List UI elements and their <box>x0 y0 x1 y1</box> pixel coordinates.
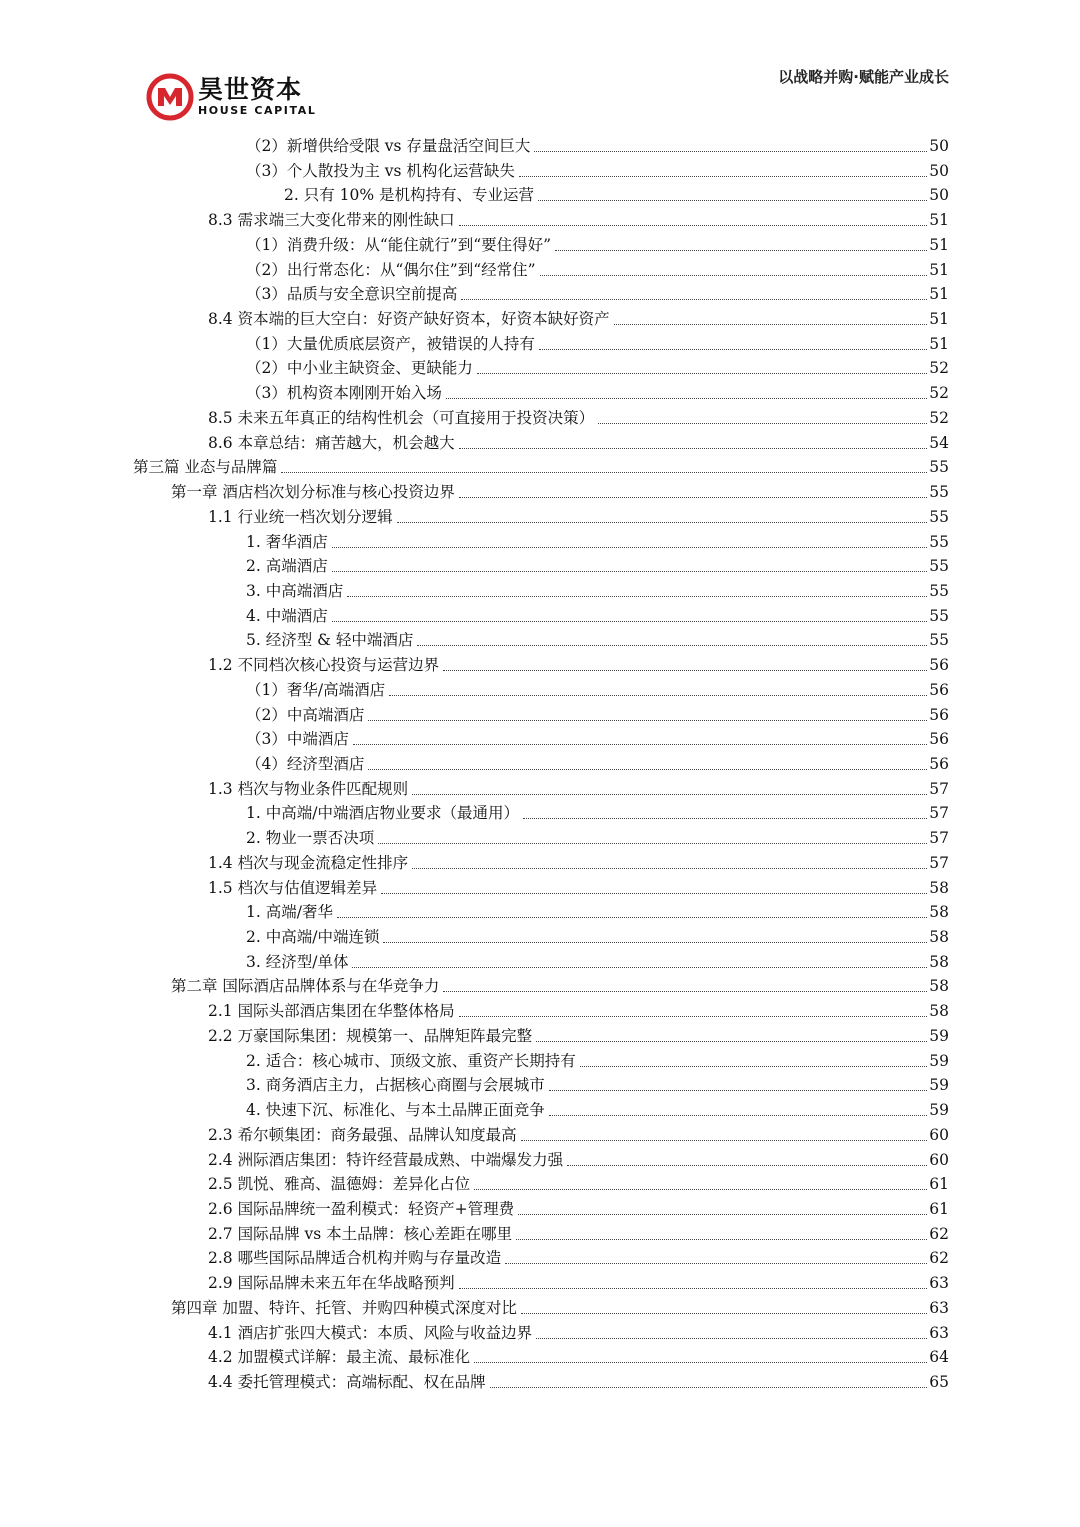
toc-entry[interactable] <box>208 874 949 898</box>
house-capital-logo-icon <box>146 73 194 121</box>
toc-entry-page: 55 <box>929 557 949 576</box>
toc-entry-title: 2. 物业一票否决项 <box>246 829 375 848</box>
toc-entry-title: （3）机构资本刚刚开始入场 <box>246 384 442 403</box>
toc-leader-dots <box>461 299 927 300</box>
toc-entry-page: 65 <box>929 1373 949 1391</box>
toc-entry-page: 55 <box>929 458 949 477</box>
toc-leader-dots <box>443 670 927 671</box>
toc-leader-dots <box>539 349 927 350</box>
toc-entry-title: 2. 适合：核心城市、顶级文旅、重资产长期持有 <box>246 1051 576 1070</box>
toc-entry[interactable] <box>208 503 949 527</box>
toc-entry[interactable] <box>246 602 949 626</box>
toc-entry[interactable] <box>246 923 949 947</box>
toc-leader-dots <box>521 1140 927 1141</box>
toc-leader-dots <box>353 744 927 745</box>
toc-entry-page: 55 <box>929 581 949 600</box>
toc-entry[interactable] <box>246 528 949 552</box>
toc-entry[interactable] <box>246 577 949 601</box>
toc-entry-page: 51 <box>929 310 949 329</box>
toc-entry-page: 52 <box>929 408 949 427</box>
toc-entry[interactable] <box>171 478 949 502</box>
toc-entry-title: （3）个人散投为主 vs 机构化运营缺失 <box>246 161 515 180</box>
toc-leader-dots <box>332 571 927 572</box>
toc-entry-title: 2.5 凯悦、雅高、温德姆：差异化占位 <box>208 1175 471 1194</box>
toc-entry-page: 57 <box>929 853 949 872</box>
toc-entry-title: 3. 商务酒店主力，占据核心商圈与会展城市 <box>246 1076 545 1095</box>
toc-entry-page: 51 <box>929 334 949 353</box>
toc-entry-page: 64 <box>929 1348 949 1367</box>
toc-entry-page: 59 <box>929 1101 949 1120</box>
toc-entry-page: 58 <box>929 928 949 947</box>
toc-leader-dots <box>368 769 927 770</box>
toc-entry[interactable] <box>171 972 949 996</box>
toc-entry-title: 8.4 资本端的巨大空白：好资产缺好资本，好资本缺好资产 <box>208 310 610 329</box>
toc-entry[interactable] <box>171 1294 949 1318</box>
logo-english-name: HOUSE CAPITAL <box>198 104 317 117</box>
toc-entry-title: 1.5 档次与估值逻辑差异 <box>208 878 378 897</box>
toc-entry-title: （1）奢华/高端酒店 <box>246 680 386 699</box>
toc-entry-title: 2.8 哪些国际品牌适合机构并购与存量改造 <box>208 1249 502 1268</box>
toc-entry-page: 63 <box>929 1323 949 1342</box>
toc-entry[interactable] <box>208 775 949 799</box>
toc-entry-title: （1）大量优质底层资产，被错误的人持有 <box>246 334 535 353</box>
toc-entry-page: 55 <box>929 606 949 625</box>
toc-entry-page: 51 <box>929 211 949 230</box>
toc-entry-page: 56 <box>929 755 949 773</box>
toc-leader-dots <box>281 472 927 473</box>
toc-entry-title: （2）中高端酒店 <box>246 705 365 724</box>
toc-entry[interactable] <box>246 750 949 774</box>
toc-leader-dots <box>540 275 927 276</box>
toc-entry-page: 59 <box>929 1076 949 1095</box>
toc-leader-dots <box>337 917 927 918</box>
toc-leader-dots <box>446 398 927 399</box>
toc-leader-dots <box>459 1016 927 1017</box>
toc-entry-title: 5. 经济型 & 轻中端酒店 <box>246 631 414 650</box>
toc-leader-dots <box>549 1115 927 1116</box>
toc-entry-title: 第二章 国际酒店品牌体系与在华竞争力 <box>171 977 440 996</box>
toc-entry-title: 8.6 本章总结：痛苦越大，机会越大 <box>208 433 455 452</box>
toc-entry-page: 63 <box>929 1274 949 1293</box>
toc-entry-title: 2. 中高端/中端连锁 <box>246 928 380 947</box>
toc-entry-page: 57 <box>929 779 949 798</box>
toc-entry[interactable] <box>208 1319 949 1343</box>
toc-entry-page: 56 <box>929 705 949 724</box>
toc-entry-title: 1.2 不同档次核心投资与运营边界 <box>208 656 440 675</box>
toc-entry[interactable] <box>208 429 949 453</box>
toc-entry-page: 59 <box>929 1026 949 1045</box>
toc-entry[interactable] <box>246 948 949 972</box>
toc-entry[interactable] <box>284 181 949 205</box>
toc-entry-title: 8.3 需求端三大变化带来的刚性缺口 <box>208 211 455 230</box>
toc-entry-title: 2.2 万豪国际集团：规模第一、品牌矩阵最完整 <box>208 1026 533 1045</box>
toc-leader-dots <box>555 250 927 251</box>
header-slogan: 以战略并购·赋能产业成长 <box>778 68 949 86</box>
toc-entry-title: 1.3 档次与物业条件匹配规则 <box>208 779 409 798</box>
toc-leader-dots <box>490 1387 927 1388</box>
toc-entry[interactable] <box>208 1170 949 1194</box>
toc-entry-page: 51 <box>929 260 949 279</box>
toc-entry[interactable] <box>208 206 949 230</box>
toc-entry-page: 55 <box>929 507 949 526</box>
toc-leader-dots <box>459 497 927 498</box>
toc-leader-dots <box>474 1362 927 1363</box>
logo-chinese-name: 昊世资本 <box>198 75 303 104</box>
toc-entry-title: 4.2 加盟模式详解：最主流、最标准化 <box>208 1348 471 1367</box>
toc-entry-page: 58 <box>929 1002 949 1021</box>
toc-entry-page: 52 <box>929 384 949 403</box>
toc-entry[interactable] <box>208 997 949 1021</box>
toc-entry-page: 62 <box>929 1224 949 1243</box>
toc-leader-dots <box>347 596 927 597</box>
toc-entry-page: 59 <box>929 1051 949 1070</box>
toc-entry[interactable] <box>246 701 949 725</box>
toc-entry-page: 55 <box>929 532 949 551</box>
toc-entry[interactable] <box>246 552 949 576</box>
toc-leader-dots <box>459 225 927 226</box>
toc-entry[interactable] <box>246 379 949 403</box>
toc-entry-page: 55 <box>929 483 949 502</box>
toc-leader-dots <box>443 991 927 992</box>
toc-entry-title: 1. 高端/奢华 <box>246 903 333 922</box>
toc-entry-title: （2）新增供给受限 vs 存量盘活空间巨大 <box>246 137 531 155</box>
toc-entry-title: （2）中小业主缺资金、更缺能力 <box>246 359 473 378</box>
toc-entry[interactable] <box>208 305 949 329</box>
toc-entry-title: 第三篇 业态与品牌篇 <box>133 458 278 477</box>
toc-entry[interactable] <box>246 132 949 156</box>
toc-leader-dots <box>549 1090 927 1091</box>
toc-entry-title: 3. 经济型/单体 <box>246 952 349 971</box>
toc-entry-title: 1. 奢华酒店 <box>246 532 328 551</box>
toc-entry-page: 57 <box>929 829 949 848</box>
toc-leader-dots <box>538 200 927 201</box>
toc-leader-dots <box>397 522 927 523</box>
toc-entry-title: 2.6 国际品牌统一盈利模式：轻资产+管理费 <box>208 1199 515 1218</box>
page-header <box>0 0 1080 125</box>
toc-entry-page: 58 <box>929 952 949 971</box>
toc-leader-dots <box>516 1239 927 1240</box>
toc-entry-page: 61 <box>929 1199 949 1218</box>
toc-entry[interactable] <box>133 453 949 477</box>
toc-entry[interactable] <box>246 256 949 280</box>
toc-entry[interactable] <box>246 330 949 354</box>
toc-entry-page: 52 <box>929 359 949 378</box>
toc-entry-title: 2. 高端酒店 <box>246 557 328 576</box>
toc-entry-page: 60 <box>929 1150 949 1169</box>
toc-entry[interactable] <box>246 725 949 749</box>
toc-leader-dots <box>352 967 927 968</box>
toc-entry-page: 63 <box>929 1298 949 1317</box>
toc-entry[interactable] <box>246 1071 949 1095</box>
toc-entry-title: （3）品质与安全意识空前提高 <box>246 285 458 304</box>
toc-leader-dots <box>567 1165 927 1166</box>
toc-leader-dots <box>459 448 927 449</box>
toc-leader-dots <box>580 1066 927 1067</box>
toc-entry-page: 50 <box>929 161 949 180</box>
toc-leader-dots <box>536 1041 927 1042</box>
toc-leader-dots <box>474 1189 927 1190</box>
toc-entry-page: 62 <box>929 1249 949 1268</box>
toc-leader-dots <box>381 893 927 894</box>
toc-entry[interactable] <box>246 626 949 650</box>
toc-entry-title: 第一章 酒店档次划分标准与核心投资边界 <box>171 483 455 502</box>
toc-entry-page: 50 <box>929 186 949 205</box>
toc-entry[interactable] <box>208 1220 949 1244</box>
toc-entry[interactable] <box>246 354 949 378</box>
toc-entry[interactable] <box>208 1022 949 1046</box>
toc-entry[interactable] <box>246 231 949 255</box>
toc-entry-title: 4. 快速下沉、标准化、与本土品牌正面竞争 <box>246 1101 545 1120</box>
toc-entry[interactable] <box>208 651 949 675</box>
toc-entry-title: 8.5 未来五年真正的结构性机会（可直接用于投资决策） <box>208 408 595 427</box>
toc-entry[interactable] <box>246 799 949 823</box>
toc-entry-title: 4.1 酒店扩张四大模式：本质、风险与收益边界 <box>208 1323 533 1342</box>
toc-entry-page: 58 <box>929 878 949 897</box>
toc-entry-title: （4）经济型酒店 <box>246 755 365 773</box>
toc-leader-dots <box>417 645 927 646</box>
toc-leader-dots <box>459 1288 927 1289</box>
toc-leader-dots <box>598 423 927 424</box>
toc-leader-dots <box>536 1338 927 1339</box>
toc-entry[interactable] <box>208 1269 949 1293</box>
toc-entry-title: （3）中端酒店 <box>246 730 349 749</box>
toc-leader-dots <box>521 1313 927 1314</box>
toc-entry-title: 2. 只有 10% 是机构持有、专业运营 <box>284 186 535 205</box>
toc-entry-title: 2.3 希尔顿集团：商务最强、品牌认知度最高 <box>208 1125 517 1144</box>
toc-leader-dots <box>523 818 927 819</box>
toc-entry-page: 58 <box>929 903 949 922</box>
toc-entry[interactable] <box>208 1121 949 1145</box>
toc-entry[interactable] <box>246 157 949 181</box>
toc-leader-dots <box>389 695 927 696</box>
toc-entry-page: 58 <box>929 977 949 996</box>
toc-entry-page: 50 <box>929 137 949 155</box>
toc-entry[interactable] <box>208 849 949 873</box>
toc-entry[interactable] <box>208 1244 949 1268</box>
toc-entry-title: 2.7 国际品牌 vs 本土品牌：核心差距在哪里 <box>208 1224 513 1243</box>
toc-entry[interactable] <box>246 676 949 700</box>
toc-entry[interactable] <box>246 280 949 304</box>
toc-leader-dots <box>518 1214 927 1215</box>
toc-entry-title: 2.1 国际头部酒店集团在华整体格局 <box>208 1002 455 1021</box>
toc-entry-title: 4. 中端酒店 <box>246 606 328 625</box>
toc-leader-dots <box>412 868 927 869</box>
toc-entry[interactable] <box>246 824 949 848</box>
toc-entry-page: 51 <box>929 285 949 304</box>
toc-entry-title: 4.4 委托管理模式：高端标配、权在品牌 <box>208 1373 486 1391</box>
toc-entry-title: （1）消费升级：从“能住就行”到“要住得好” <box>246 235 552 254</box>
toc-leader-dots <box>519 176 927 177</box>
toc-leader-dots <box>534 151 927 152</box>
toc-entry-page: 55 <box>929 631 949 650</box>
toc-leader-dots <box>412 794 927 795</box>
toc-entry[interactable] <box>208 1146 949 1170</box>
toc-entry-page: 57 <box>929 804 949 823</box>
toc-entry-title: 3. 中高端酒店 <box>246 581 344 600</box>
toc-leader-dots <box>383 942 927 943</box>
toc-leader-dots <box>332 547 927 548</box>
toc-entry[interactable] <box>208 1368 949 1392</box>
toc-leader-dots <box>614 324 927 325</box>
toc-entry-title: 1. 中高端/中端酒店物业要求（最通用） <box>246 804 519 823</box>
toc-entry[interactable] <box>208 1343 949 1367</box>
toc-leader-dots <box>368 720 927 721</box>
toc-entry-page: 60 <box>929 1125 949 1144</box>
toc-entry[interactable] <box>246 898 949 922</box>
toc-leader-dots <box>477 373 927 374</box>
company-logo <box>146 72 316 122</box>
toc-leader-dots <box>378 843 927 844</box>
toc-entry[interactable] <box>246 1096 949 1120</box>
toc-entry-page: 61 <box>929 1175 949 1194</box>
toc-leader-dots <box>505 1263 927 1264</box>
toc-entry-title: 1.1 行业统一档次划分逻辑 <box>208 507 393 526</box>
toc-entry[interactable] <box>208 1195 949 1219</box>
toc-entry-title: 2.4 洲际酒店集团：特许经营最成熟、中端爆发力强 <box>208 1150 564 1169</box>
toc-entry-title: （2）出行常态化：从“偶尔住”到“经常住” <box>246 260 536 279</box>
toc-entry-page: 56 <box>929 730 949 749</box>
toc-entry-page: 51 <box>929 235 949 254</box>
toc-entry-title: 2.9 国际品牌未来五年在华战略预判 <box>208 1274 455 1293</box>
toc-entry-page: 54 <box>929 433 949 452</box>
toc-entry[interactable] <box>208 404 949 428</box>
toc-leader-dots <box>332 621 927 622</box>
toc-entry[interactable] <box>246 1047 949 1071</box>
toc-entry-page: 56 <box>929 680 949 699</box>
toc-entry-title: 第四章 加盟、特许、托管、并购四种模式深度对比 <box>171 1298 517 1317</box>
toc-entry-page: 56 <box>929 656 949 675</box>
toc-entry-title: 1.4 档次与现金流稳定性排序 <box>208 853 409 872</box>
